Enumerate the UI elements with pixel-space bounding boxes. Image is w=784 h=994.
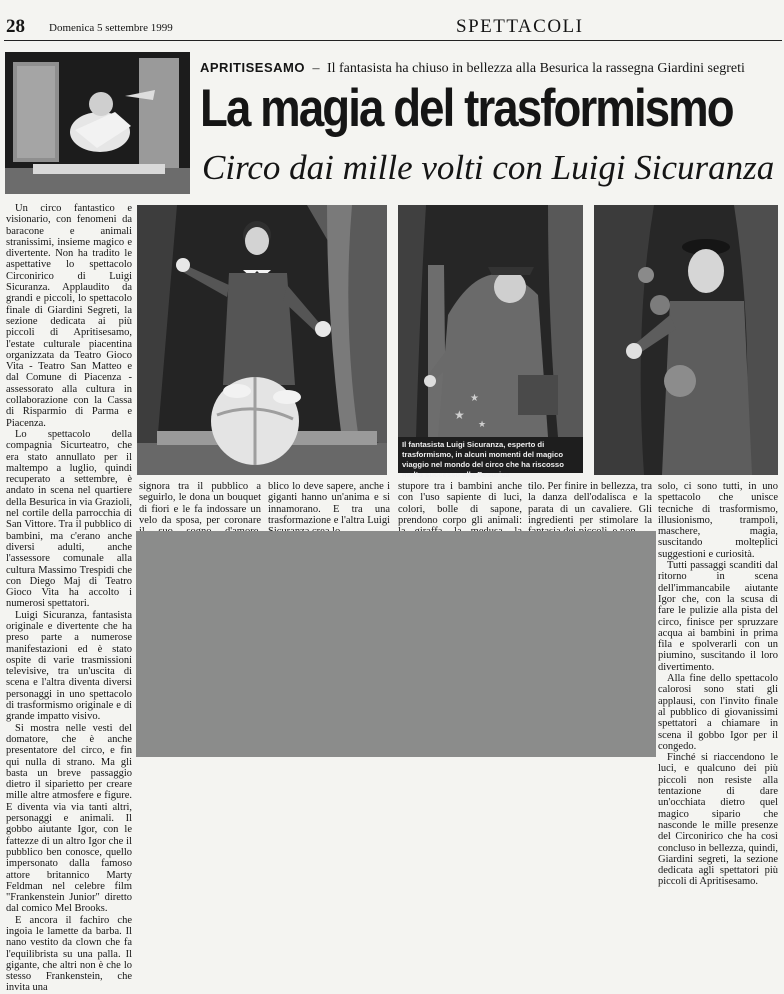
article-column-4 (398, 481, 522, 529)
svg-text:★: ★ (470, 393, 479, 404)
paragraph: Alla fine dello spettacolo calorosi sono stati gli applausi, con l'invito finale al pubblico di giovanissimi spettatori a chiamare in scena il gobbo Igor per il congedo. (658, 673, 778, 752)
redacted-block (136, 531, 656, 757)
paragraph: signora tra il pubblico a seguirlo, le dona un bouquet di fiori e le fa indossare un velo da sposa, per coronare (139, 481, 261, 526)
kicker-dash: – (312, 61, 320, 76)
photo-caption: Il fantasista Luigi Sicuranza, esperto di trasformismo, in alcuni momenti del magico viaggio nel mondo del circo che ha riscosso molto successo alla Besurica (398, 437, 583, 473)
kicker (200, 60, 784, 77)
paragraph: solo, ci sono tutti, in uno spettacolo che unisce tecniche di trasformismo, illusionismo, trampoli, maschere, magia, suscitando molteplici suggestioni e curiosità. (658, 481, 778, 560)
paragraph: Finché si riaccendono le luci, e qualcuno dei più piccoli non resiste alla tentazione di dare un'occhiata dietro quel magico sipario che nasconde le mille presenze del Circonirico che ha così concluso in bellezza, quindi, Giardini segreti, la sezione dedicata agli spettatori più piccoli di Apritisesamo. (658, 752, 778, 888)
paragraph: blico lo deve sapere, anche i giganti hanno un'anima e si innamorano. E tra una trasformazione e l'altra Luigi (268, 481, 390, 526)
article-column-3 (268, 481, 390, 529)
article-column-5 (528, 481, 652, 529)
photo-hunchback (398, 205, 583, 437)
paragraph: Luigi Sicuranza, fantasista originale e divertente che ha preso parte a numerose manifestazioni ed è stato ospite di varie trasmissioni televisive, tra un'uscita di scena e l'altra diventa diversi personaggi in uno spettacolo di trasformismo originale e di grande impatto visivo. (6, 609, 132, 723)
headline: La magia del trasformismo (200, 79, 733, 138)
paragraph: Un circo fantastico e visionario, con fenomeni da baracone e animali stranissimi, insieme magico e divertente. Non ha tradito le aspettative lo spettacolo Circonirico di Luigi Sicuranza. Applaudito da grandi e piccoli, lo spettacolo finale di Giardini Segreti, la sezione dedicata ai più piccoli di Apritisesamo, l'estate culturale piacentina organizzata da Teatro Gioco Vita - Teatro San Matteo e dal Comune di Piacenza - assessorato alla cultura in collaborazione con la Cassa di Risparmio di Parma e Piacenza. (6, 203, 132, 429)
photo-juggler (594, 205, 778, 475)
subheadline: Circo dai mille volti con Luigi Sicuranza (202, 148, 775, 187)
photo-top-left (5, 52, 190, 194)
publication-date: Domenica 5 settembre 1999 (49, 22, 173, 34)
kicker-text: Il fantasista ha chiuso in bellezza alla Besurica la rassegna Giardini segreti (326, 61, 745, 76)
svg-text:★: ★ (478, 420, 487, 430)
article-column-1 (6, 203, 132, 994)
photo-clown-image (137, 205, 387, 475)
paragraph: tilo. Per finire in bellezza, tra la danza dell'odalisca e la parata di un cavaliere. Gli ingredienti per stimolare la (528, 481, 652, 526)
photo-top-left-image (5, 52, 190, 194)
article-column-6 (658, 481, 778, 888)
kicker-label: APRITISESAMO (200, 60, 305, 75)
paragraph: Si mostra nelle vesti del domatore, che è anche presentatore del circo, e fin qui nulla di strano. Ma gli basta un breve passaggio dietro il siparietto per creare mille altre atmosfere e figure. E diventa via via tanti altri, personaggi e animali. Il gobbo aiutante Igor, con le fattezze di un altro Igor che il pubblico ben conosce, quello impersonato dalla famoso attore britannico Marty Feldman nel celebre film "Frankenstein Junior" diretto dal comico Mel Brooks. (6, 722, 132, 915)
page-number: 28 (6, 16, 25, 37)
section-title: SPETTACOLI (456, 16, 584, 37)
photo-clown-on-ball (137, 205, 387, 475)
photo-juggler-image (594, 205, 778, 475)
article-column-2 (139, 481, 261, 529)
photo-hunchback-image (398, 205, 583, 437)
paragraph: Tutti passaggi scanditi dal ritorno in scena dell'immancabile aiutante Igor che, con la scusa di fare le pulizie alla pista del circo, finisce per spruzzare acqua ai bambini in prima fila e spolverarli con un piumino, suscitando il loro divertimento. (658, 560, 778, 673)
paragraph: stupore tra i bambini anche con l'uso sapiente di luci, colori, bolle di sapone, prendono corpo gli animali: (398, 481, 522, 526)
paragraph: Lo spettacolo della compagnia Sicurteatro, che era stato annullato per il maltempo a luglio, quindi recuperato a settembre, è andato in scena nel quartiere della Besurica in via Grazioli, nel cortile della parrocchia di San Vittore. Tra il pubblico di bambini, ma c'erano anche diversi adulti, anche l'assessore comunale alla cultura Massimo Trespidi che con Diego Maj di Teatro Gioco Vita ha accolto i numerosi spettatori. (6, 428, 132, 610)
paragraph: E ancora il fachiro che ingoia le lamette da barba. Il nano vestito da clown che fa l'equilibrista su una palla. Il gigante, che altri non è che lo stesso Frankenstein, che invita una (6, 914, 132, 994)
header-rule (4, 40, 782, 41)
svg-text:★: ★ (454, 408, 465, 422)
